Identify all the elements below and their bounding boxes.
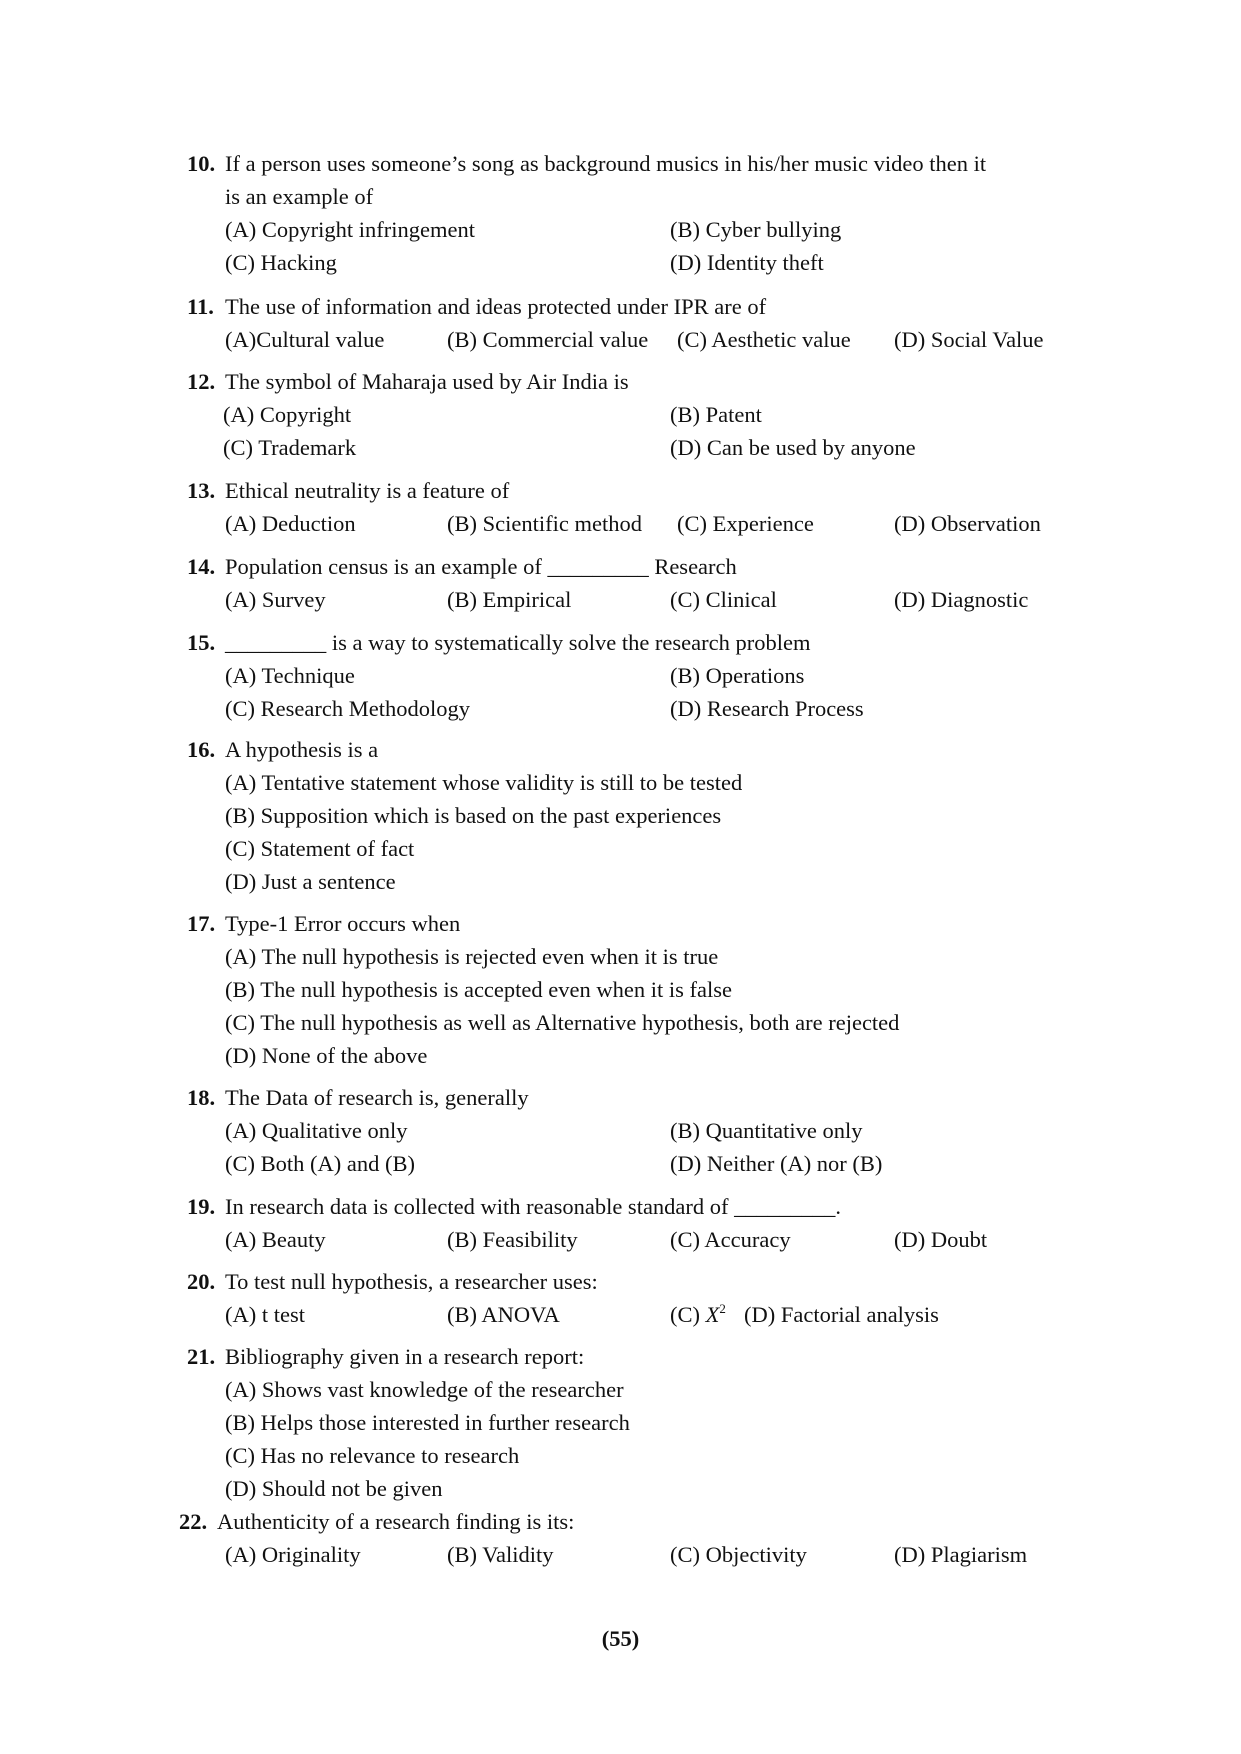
question-stem: _________ is a way to systematically solve the research problem (225, 630, 811, 655)
question-stem: Type-1 Error occurs when (225, 911, 461, 936)
question-17 (187, 907, 1107, 1072)
question-stem: Authenticity of a research finding is its: (217, 1509, 575, 1534)
question-stem: Ethical neutrality is a feature of (225, 478, 510, 503)
chi-square-symbol: X (705, 1302, 720, 1327)
option-c: (C) Research Methodology (225, 696, 470, 721)
option-c: (C) Statement of fact (225, 836, 415, 861)
option-d: (D) Plagiarism (894, 1542, 1028, 1567)
question-stem-continued: is an example of (225, 184, 374, 209)
question-number: 19. (187, 1194, 216, 1219)
option-d: (D) Social Value (894, 327, 1044, 352)
option-d: (D) Doubt (894, 1227, 988, 1252)
option-c: (C) Objectivity (670, 1542, 807, 1567)
question-stem: The use of information and ideas protected under IPR are of (225, 294, 767, 319)
question-14 (187, 550, 1107, 616)
option-c (670, 1298, 726, 1331)
option-a: (A) Deduction (225, 511, 356, 536)
question-number: 14. (187, 554, 216, 579)
option-c-label: (C) (670, 1302, 706, 1327)
option-a: (A) Copyright infringement (225, 217, 475, 242)
option-c: (C) Both (A) and (B) (225, 1151, 415, 1176)
question-22 (179, 1505, 1099, 1571)
option-b: (B) Supposition which is based on the past experiences (225, 803, 722, 828)
question-number: 10. (187, 151, 216, 176)
question-18 (187, 1081, 1107, 1180)
question-number: 16. (187, 737, 216, 762)
question-stem: If a person uses someone’s song as background musics in his/her music video then it (225, 151, 987, 176)
question-stem: The Data of research is, generally (225, 1085, 529, 1110)
option-a: (A) Survey (225, 587, 326, 612)
option-a: (A) Copyright (223, 402, 352, 427)
question-16 (187, 733, 1107, 898)
option-c: (C) The null hypothesis as well as Alternative hypothesis, both are rejected (225, 1010, 900, 1035)
option-a: (A) Qualitative only (225, 1118, 408, 1143)
question-15 (187, 626, 1107, 725)
option-c: (C) Has no relevance to research (225, 1443, 520, 1468)
question-number: 22. (179, 1509, 208, 1534)
question-13 (187, 474, 1107, 540)
question-number: 13. (187, 478, 216, 503)
question-19 (187, 1190, 1107, 1256)
question-stem: To test null hypothesis, a researcher uses: (225, 1269, 598, 1294)
option-d: (D) Can be used by anyone (670, 435, 916, 460)
option-b: (B) Operations (670, 663, 805, 688)
option-d: (D) Identity theft (670, 250, 824, 275)
question-number: 17. (187, 911, 216, 936)
option-d: (D) Research Process (670, 696, 864, 721)
option-c: (C) Experience (677, 511, 814, 536)
question-12 (187, 365, 1107, 464)
page-number: (55) (601, 1626, 640, 1651)
question-20 (187, 1265, 1107, 1331)
question-21 (187, 1340, 1107, 1505)
option-c: (C) Clinical (670, 587, 777, 612)
option-a: (A) Technique (225, 663, 355, 688)
option-b: (B) Empirical (447, 587, 572, 612)
question-stem: Population census is an example of _________ Research (225, 554, 737, 579)
question-stem: Bibliography given in a research report: (225, 1344, 585, 1369)
option-c: (C) Hacking (225, 250, 337, 275)
option-d: (D) Neither (A) nor (B) (670, 1151, 883, 1176)
option-d: (D) Diagnostic (894, 587, 1029, 612)
option-b: (B) Validity (447, 1542, 554, 1567)
question-number: 11. (187, 294, 214, 319)
option-a: (A) Beauty (225, 1227, 326, 1252)
option-a: (A) Originality (225, 1542, 361, 1567)
option-d: (D) None of the above (225, 1043, 428, 1068)
question-number: 21. (187, 1344, 216, 1369)
option-a: (A) Shows vast knowledge of the researcher (225, 1377, 624, 1402)
option-c: (C) Trademark (223, 435, 357, 460)
option-c: (C) Accuracy (670, 1227, 791, 1252)
question-11 (187, 290, 1107, 356)
option-b: (B) Quantitative only (670, 1118, 863, 1143)
question-number: 12. (187, 369, 216, 394)
option-d: (D) Factorial analysis (744, 1302, 939, 1327)
question-stem: The symbol of Maharaja used by Air India is (225, 369, 629, 394)
option-a: (A) Tentative statement whose validity is still to be tested (225, 770, 743, 795)
option-b: (B) Commercial value (447, 327, 649, 352)
option-b: (B) Patent (670, 402, 762, 427)
question-number: 18. (187, 1085, 216, 1110)
option-b: (B) The null hypothesis is accepted even when it is false (225, 977, 732, 1002)
option-a: (A) t test (225, 1302, 305, 1327)
option-a: (A) The null hypothesis is rejected even when it is true (225, 944, 719, 969)
question-number: 20. (187, 1269, 216, 1294)
question-10 (187, 147, 1107, 279)
option-b: (B) Feasibility (447, 1227, 578, 1252)
option-b: (B) Scientific method (447, 511, 642, 536)
question-number: 15. (187, 630, 216, 655)
option-d: (D) Observation (894, 511, 1041, 536)
option-d: (D) Just a sentence (225, 869, 396, 894)
option-b: (B) Helps those interested in further research (225, 1410, 630, 1435)
option-b: (B) Cyber bullying (670, 217, 842, 242)
option-c: (C) Aesthetic value (677, 327, 851, 352)
option-a: (A)Cultural value (225, 327, 385, 352)
option-b: (B) ANOVA (447, 1302, 560, 1327)
option-d: (D) Should not be given (225, 1476, 443, 1501)
question-stem: A hypothesis is a (225, 737, 379, 762)
chi-square-superscript: 2 (719, 1301, 726, 1316)
question-stem: In research data is collected with reasonable standard of _________. (225, 1194, 842, 1219)
